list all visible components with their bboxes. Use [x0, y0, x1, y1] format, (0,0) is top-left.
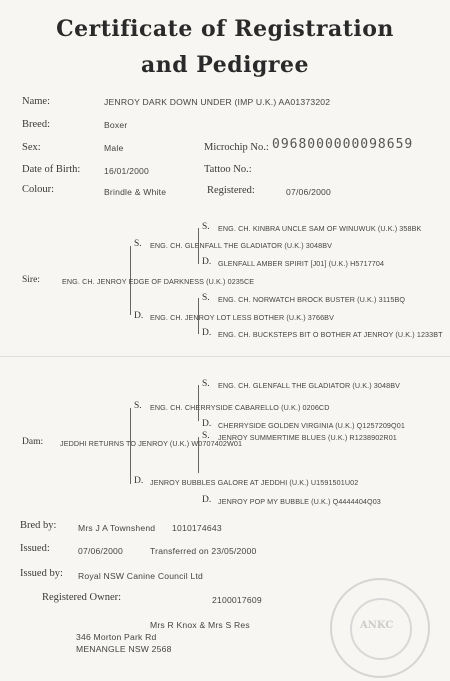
- dob-value: 16/01/2000: [104, 166, 150, 176]
- tattoo-label: Tattoo No.:: [204, 164, 252, 175]
- issued-value: 07/06/2000: [78, 546, 124, 556]
- s-mark: S.: [202, 293, 210, 303]
- microchip-value: 0968000000098659: [272, 137, 414, 152]
- sire-sire: ENG. CH. GLENFALL THE GLADIATOR (U.K.) 3048BV: [150, 241, 332, 250]
- dam-dam: JENROY BUBBLES GALORE AT JEDDHI (U.K.) U1591501U02: [150, 478, 359, 487]
- dam-value: JEDDHI RETURNS TO JENROY (U.K.) W0707402W01: [60, 439, 243, 448]
- d-mark: D.: [202, 495, 212, 505]
- bred-number: 1010174643: [172, 523, 222, 533]
- transferred-text: Transferred on 23/05/2000: [150, 546, 257, 556]
- sire-sire-dam: GLENFALL AMBER SPIRIT [J01] (U.K.) H5717704: [218, 259, 385, 268]
- dam-sire: ENG. CH. CHERRYSIDE CABARELLO (U.K.) 0206CD: [150, 403, 330, 412]
- certificate-title: Certificate of Registration: [56, 16, 394, 42]
- microchip-label: Microchip No.:: [204, 142, 269, 153]
- registered-value: 07/06/2000: [286, 187, 332, 197]
- dam-sire-sire: ENG. CH. GLENFALL THE GLADIATOR (U.K.) 3048BV: [218, 381, 400, 390]
- sire-sire-sire: ENG. CH. KINBRA UNCLE SAM OF WINUWUK (U.K.) 358BK: [218, 224, 422, 233]
- s-mark: S.: [202, 379, 210, 389]
- owner-names: Mrs R Knox & Mrs S Res: [150, 620, 250, 630]
- name-label: Name:: [22, 96, 50, 107]
- d-mark: D.: [134, 311, 144, 321]
- s-mark: S.: [202, 222, 210, 232]
- owner-number: 2100017609: [212, 595, 262, 605]
- address-line-1: 346 Morton Park Rd: [76, 632, 157, 642]
- dob-label: Date of Birth:: [22, 164, 81, 175]
- d-mark: D.: [202, 419, 212, 429]
- address-line-2: MENANGLE NSW 2568: [76, 644, 172, 654]
- issued-by-label: Issued by:: [20, 568, 63, 579]
- registered-label: Registered:: [207, 185, 255, 196]
- bred-label: Bred by:: [20, 520, 57, 531]
- s-mark: S.: [134, 401, 142, 411]
- s-mark: S.: [134, 239, 142, 249]
- dam-label: Dam:: [22, 437, 44, 447]
- owner-label: Registered Owner:: [42, 592, 122, 603]
- bred-value: Mrs J A Townshend: [78, 523, 156, 533]
- d-mark: D.: [202, 257, 212, 267]
- issued-by-value: Royal NSW Canine Council Ltd: [78, 571, 204, 581]
- dam-dam-dam: JENROY POP MY BUBBLE (U.K.) Q4444404Q03: [218, 497, 381, 506]
- breed-value: Boxer: [104, 120, 128, 130]
- ankc-seal: [330, 578, 430, 678]
- dam-sire-dam: CHERRYSIDE GOLDEN VIRGINIA (U.K.) Q1257209Q01: [218, 421, 405, 430]
- fold-line: [0, 356, 450, 357]
- sire-dam-sire: ENG. CH. NORWATCH BROCK BUSTER (U.K.) 3115BQ: [218, 295, 406, 304]
- d-mark: D.: [202, 328, 212, 338]
- seal-emblem-text: ANKC: [360, 620, 394, 631]
- certificate-subtitle: and Pedigree: [141, 52, 309, 78]
- name-value: JENROY DARK DOWN UNDER (IMP U.K.) AA01373202: [104, 97, 331, 107]
- colour-label: Colour:: [22, 184, 55, 195]
- breed-label: Breed:: [22, 119, 50, 130]
- sire-dam: ENG. CH. JENROY LOT LESS BOTHER (U.K.) 3766BV: [150, 313, 334, 322]
- d-mark: D.: [134, 476, 144, 486]
- dam-dam-sire: JENROY SUMMERTIME BLUES (U.K.) R1238902R01: [218, 433, 397, 442]
- issued-label: Issued:: [20, 543, 50, 554]
- sex-value: Male: [104, 143, 124, 153]
- sex-label: Sex:: [22, 142, 41, 153]
- s-mark: S.: [202, 431, 210, 441]
- colour-value: Brindle & White: [104, 187, 167, 197]
- sire-dam-dam: ENG. CH. BUCKSTEPS BIT O BOTHER AT JENROY (U.K.) 1233BT: [218, 330, 443, 339]
- sire-label: Sire:: [22, 275, 40, 285]
- sire-value: ENG. CH. JENROY EDGE OF DARKNESS (U.K.) 0235CE: [62, 277, 255, 286]
